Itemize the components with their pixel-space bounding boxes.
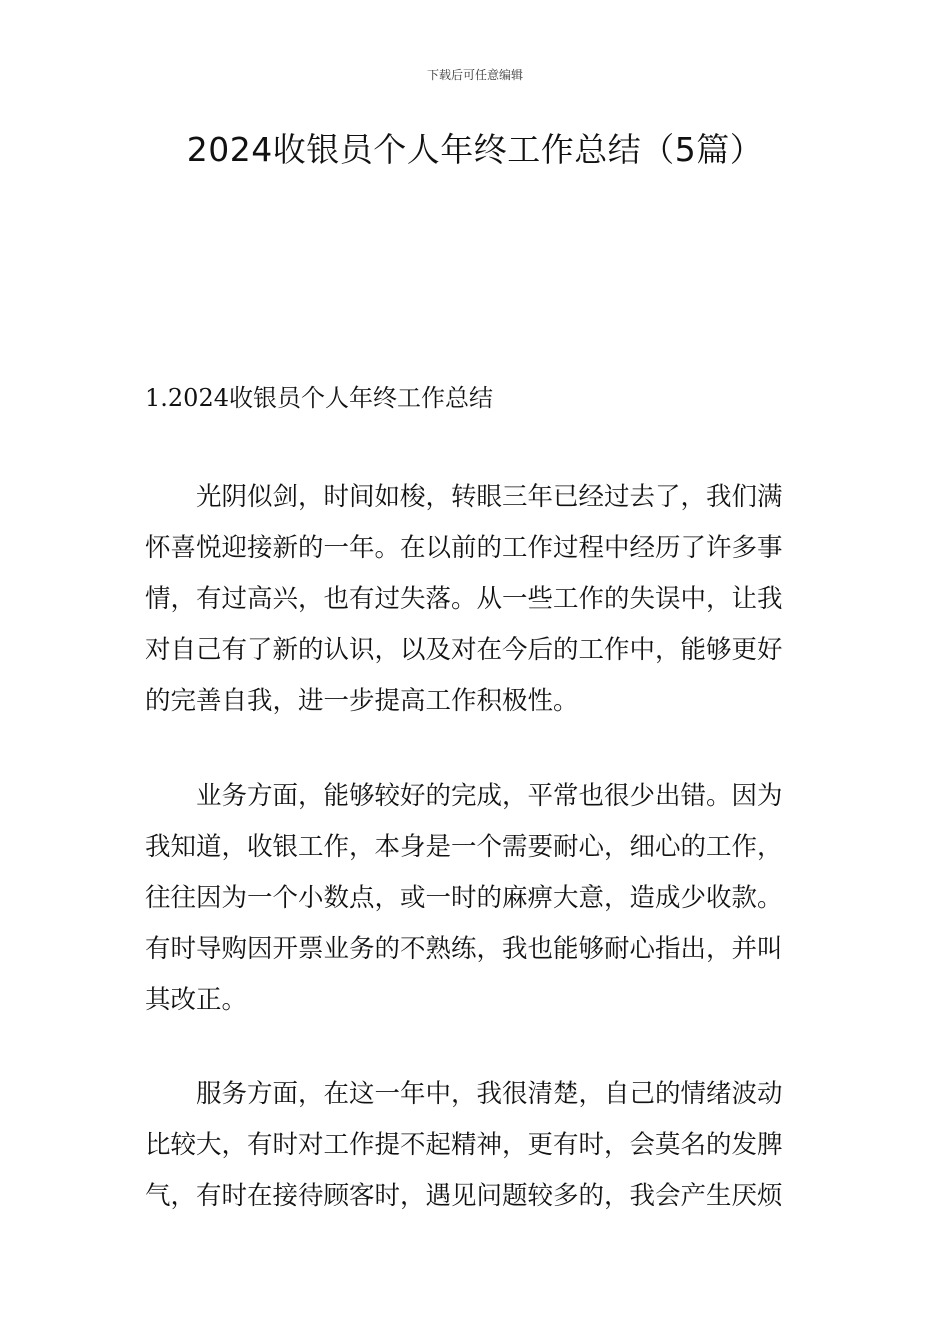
paragraph-line: 服务方面，在这一年中，我很清楚，自己的情绪波动 bbox=[196, 1079, 783, 1109]
paragraph-line: 气，有时在接待顾客时，遇见问题较多的，我会产生厌烦 bbox=[145, 1181, 783, 1211]
paragraph-line: 光阴似剑，时间如梭，转眼三年已经过去了，我们满 bbox=[196, 482, 783, 512]
paragraph-line: 比较大，有时对工作提不起精神，更有时，会莫名的发脾 bbox=[145, 1130, 783, 1160]
paragraph bbox=[145, 771, 810, 1026]
paragraph-line: 怀喜悦迎接新的一年。在以前的工作过程中经历了许多事 bbox=[145, 533, 783, 563]
paragraph-line: 我知道，收银工作，本身是一个需要耐心，细心的工作， bbox=[145, 832, 783, 862]
document-title: 2024收银员个人年终工作总结（5篇） bbox=[186, 130, 764, 169]
paragraph-line: 其改正。 bbox=[145, 985, 248, 1015]
paragraph-line: 对自己有了新的认识，以及对在今后的工作中，能够更好 bbox=[145, 635, 783, 665]
section-heading: 1.2024收银员个人年终工作总结 bbox=[145, 384, 493, 412]
header-note: 下载后可任意编辑 bbox=[426, 68, 523, 82]
paragraph-line: 的完善自我，进一步提高工作积极性。 bbox=[145, 686, 579, 716]
paragraph-line: 业务方面，能够较好的完成，平常也很少出错。因为 bbox=[196, 781, 783, 811]
paragraph-line: 有时导购因开票业务的不熟练，我也能够耐心指出，并叫 bbox=[145, 934, 783, 964]
paragraph-line: 情，有过高兴，也有过失落。从一些工作的失误中，让我 bbox=[145, 584, 783, 614]
paragraph bbox=[145, 1069, 810, 1222]
paragraph-line: 往往因为一个小数点，或一时的麻痹大意，造成少收款。 bbox=[145, 883, 783, 913]
paragraph bbox=[145, 472, 810, 727]
